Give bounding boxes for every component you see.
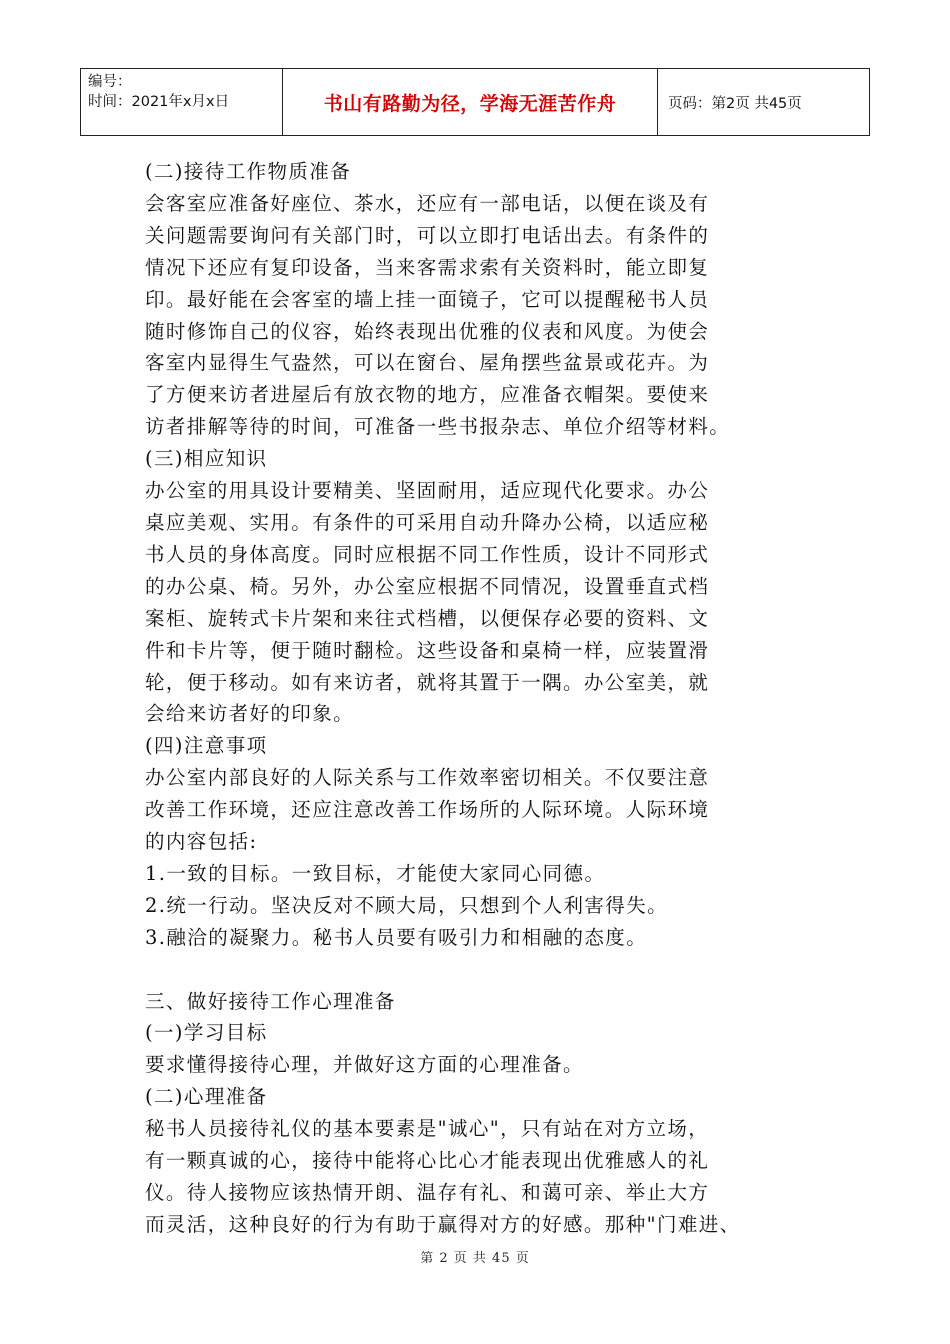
text-line: 情况下还应有复印设备，当来客需求索有关资料时，能立即复	[145, 255, 710, 279]
text-line: (二)接待工作物质准备	[145, 160, 352, 183]
text-line: 随时修饰自己的仪容，始终表现出优雅的仪表和风度。为使会	[145, 319, 710, 343]
document-number-label: 编号：	[88, 74, 132, 90]
text-line: 办公室内部良好的人际关系与工作效率密切相关。不仅要注意	[145, 766, 710, 790]
text-line: 要求懂得接待心理，并做好这方面的心理准备。	[145, 1053, 584, 1077]
text-line: 的办公桌、椅。另外，办公室应根据不同情况，设置垂直式档	[145, 574, 710, 598]
text-line: 会客室应准备好座位、茶水，还应有一部电话，以便在谈及有	[145, 191, 710, 215]
text-line: (二)心理准备	[145, 1085, 268, 1109]
text-line: 秘书人员接待礼仪的基本要素是"诚心"，只有站在对方立场，	[145, 1117, 710, 1141]
text-line: 桌应美观、实用。有条件的可采用自动升降办公椅，以适应秘	[145, 510, 710, 534]
text-line: 改善工作环境，还应注意改善工作场所的人际环境。人际环境	[145, 798, 710, 822]
text-line: 3.融洽的凝聚力。秘书人员要有吸引力和相融的态度。	[145, 925, 648, 949]
text-line: 件和卡片等，便于随时翻检。这些设备和桌椅一样，应装置滑	[145, 638, 710, 662]
text-line: 仪。待人接物应该热情开朗、温存有礼、和蔼可亲、举止大方	[145, 1180, 710, 1204]
text-line: 案柜、旋转式卡片架和来往式档槽，以便保存必要的资料、文	[145, 606, 710, 630]
text-line: 印。最好能在会客室的墙上挂一面镜子，它可以提醒秘书人员	[145, 287, 710, 311]
text-line: (三)相应知识	[145, 447, 268, 471]
document-time-label: 时间：2021年x月x日	[88, 94, 230, 110]
blank-line	[145, 954, 805, 986]
text-line: 访者排解等待的时间，可准备一些书报杂志、单位介绍等材料。	[145, 415, 731, 439]
text-line: 客室内显得生气盎然，可以在窗台、屋角摆些盆景或花卉。为	[145, 351, 710, 375]
header-meta-cell	[81, 69, 283, 135]
header-motto: 书山有路勤为径，学海无涯苦作舟	[283, 69, 658, 135]
text-line: 的内容包括:	[145, 830, 258, 854]
text-line: 会给来访者好的印象。	[145, 702, 355, 726]
header-table	[80, 68, 870, 136]
text-line: 1.一致的目标。一致目标，才能使大家同心同德。	[145, 861, 606, 885]
text-line: 轮，便于移动。如有来访者，就将其置于一隅。办公室美，就	[145, 670, 710, 694]
text-line: 关问题需要询问有关部门时，可以立即打电话出去。有条件的	[145, 223, 710, 247]
text-line: (四)注意事项	[145, 734, 268, 758]
text-line: 2.统一行动。坚决反对不顾大局，只想到个人利害得失。	[145, 893, 669, 917]
page-footer: 第 2 页 共 45 页	[420, 1251, 530, 1266]
text-line: 书人员的身体高度。同时应根据不同工作性质，设计不同形式	[145, 542, 710, 566]
text-line: 了方便来访者进屋后有放衣物的地方，应准备衣帽架。要使来	[145, 383, 710, 407]
text-line: 有一颗真诚的心，接待中能将心比心才能表现出优雅感人的礼	[145, 1149, 710, 1173]
text-line: 三、做好接待工作心理准备	[145, 989, 396, 1013]
header-page-code: 页码：第2页 共45页	[668, 95, 802, 112]
text-line: 办公室的用具设计要精美、坚固耐用，适应现代化要求。办公	[145, 479, 710, 503]
text-line: 而灵活，这种良好的行为有助于赢得对方的好感。那种"门难进、	[145, 1212, 741, 1236]
document-body	[145, 156, 805, 1241]
text-line: (一)学习目标	[145, 1021, 268, 1045]
